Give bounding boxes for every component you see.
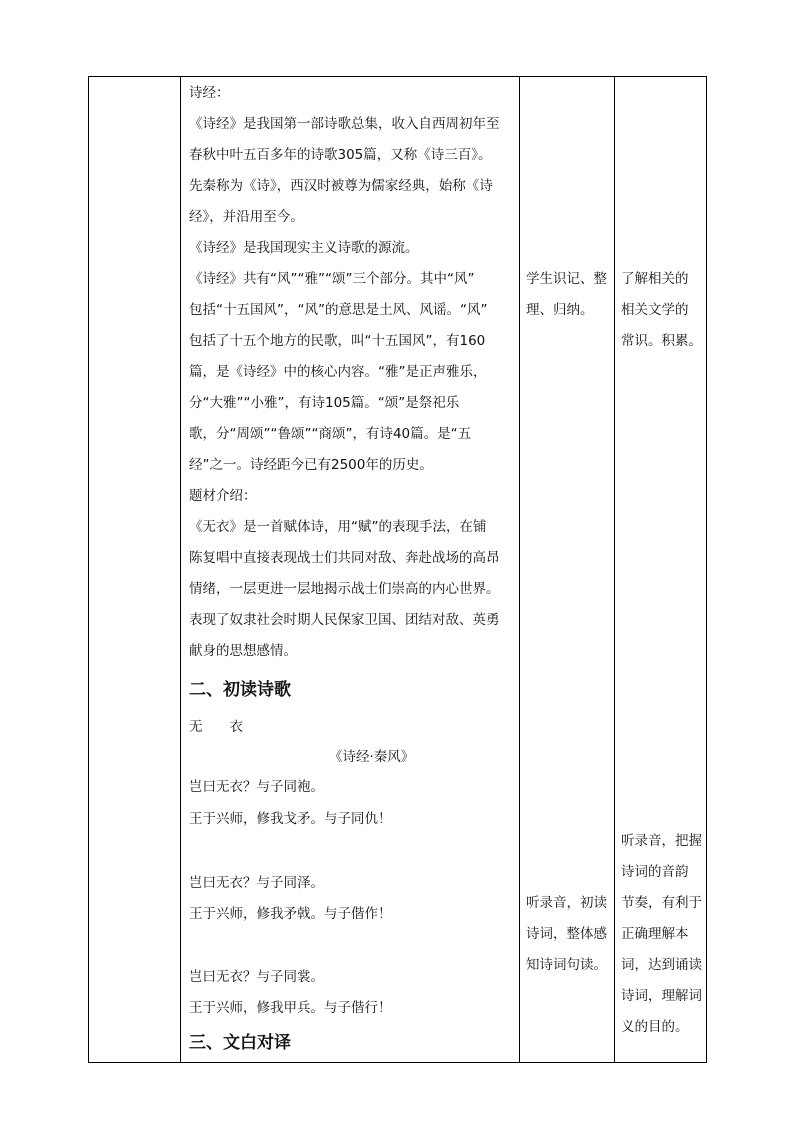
poem-title: 无 衣	[189, 719, 243, 735]
student-activity-cell	[526, 77, 612, 1062]
paragraph-line: 表现了奴隶社会时期人民保家卫国、团结对敌、英勇	[189, 612, 500, 628]
intent-line: 听录音，把握	[621, 833, 702, 849]
poem-line: 王于兴师，修我甲兵。与子偕行！	[189, 1000, 392, 1016]
paragraph-line: 篇，是《诗经》中的核心内容。“雅”是正声雅乐，	[189, 364, 487, 380]
paragraph-line: 情绪，一层更进一层地揭示战士们崇高的内心世界。	[189, 581, 500, 597]
intent-line: 正确理解本	[621, 926, 689, 942]
column-divider	[614, 77, 615, 1062]
section-two-heading: 二、初读诗歌	[189, 680, 291, 700]
intent-line: 相关文学的	[621, 302, 689, 318]
activity-line: 学生识记、整	[526, 271, 607, 287]
teaching-content-cell	[189, 77, 517, 1062]
poem-line: 岂曰无衣？与子同裳。	[189, 969, 324, 985]
paragraph-line: 经”之一。诗经距今已有2500年的历史。	[189, 457, 433, 473]
column-divider	[519, 77, 520, 1062]
paragraph-line: 包括了十五个地方的民歌，叫“十五国风”，有160	[189, 333, 486, 349]
paragraph-line: 《无衣》是一首赋体诗，用“赋”的表现手法，在铺	[189, 519, 487, 535]
intent-line: 义的目的。	[621, 1019, 689, 1035]
paragraph-line: 《诗经》共有“风”“雅”“颂”三个部分。其中“风”	[189, 271, 475, 287]
paragraph-line: 诗经：	[189, 85, 230, 101]
intent-line: 词，达到诵读	[621, 957, 702, 973]
activity-line: 理、归纳。	[526, 302, 594, 318]
paragraph-line: 献身的思想感情。	[189, 643, 297, 659]
intent-line: 常识。积累。	[621, 333, 702, 349]
intent-line: 诗词的音韵	[621, 864, 689, 880]
paragraph-line: 陈复唱中直接表现战士们共同对敌、奔赴战场的高昂	[189, 550, 500, 566]
section-three-heading: 三、文白对译	[189, 1033, 291, 1053]
poem-line: 岂曰无衣？与子同泽。	[189, 875, 324, 891]
poem-source: 《诗经·秦风》	[329, 749, 415, 765]
paragraph-line: 《诗经》是我国第一部诗歌总集，收入自西周初年至	[189, 116, 500, 132]
paragraph-line: 分“大雅”“小雅”，有诗105篇。“颂”是祭祀乐	[189, 395, 460, 411]
column-divider	[180, 77, 181, 1062]
activity-line: 听录音，初读	[526, 895, 607, 911]
poem-line: 王于兴师，修我戈矛。与子同仇！	[189, 811, 392, 827]
paragraph-line: 包括“十五国风”，“风”的意思是土风、风谣。“风”	[189, 302, 488, 318]
activity-line: 诗词，整体感	[526, 926, 607, 942]
paragraph-line: 经》，并沿用至今。	[189, 209, 304, 225]
paragraph-line: 春秋中叶五百多年的诗歌305篇，又称《诗三百》。	[189, 147, 492, 163]
poem-line: 岂曰无衣？与子同袍。	[189, 779, 324, 795]
design-intent-cell	[621, 77, 705, 1062]
activity-line: 知诗词句读。	[526, 957, 607, 973]
poem-line: 王于兴师，修我矛戟。与子偕作！	[189, 906, 392, 922]
paragraph-line: 先秦称为《诗》，西汉时被尊为儒家经典，始称《诗	[189, 178, 493, 194]
intent-line: 了解相关的	[621, 271, 689, 287]
paragraph-line: 《诗经》是我国现实主义诗歌的源流。	[189, 240, 419, 256]
intent-line: 节奏，有利于	[621, 895, 702, 911]
lesson-plan-table	[88, 76, 707, 1063]
intent-line: 诗词，理解词	[621, 988, 702, 1004]
paragraph-line: 题材介绍：	[189, 488, 257, 504]
paragraph-line: 歌，分“周颂”“鲁颂”“商颂”，有诗40篇。是“五	[189, 426, 472, 442]
